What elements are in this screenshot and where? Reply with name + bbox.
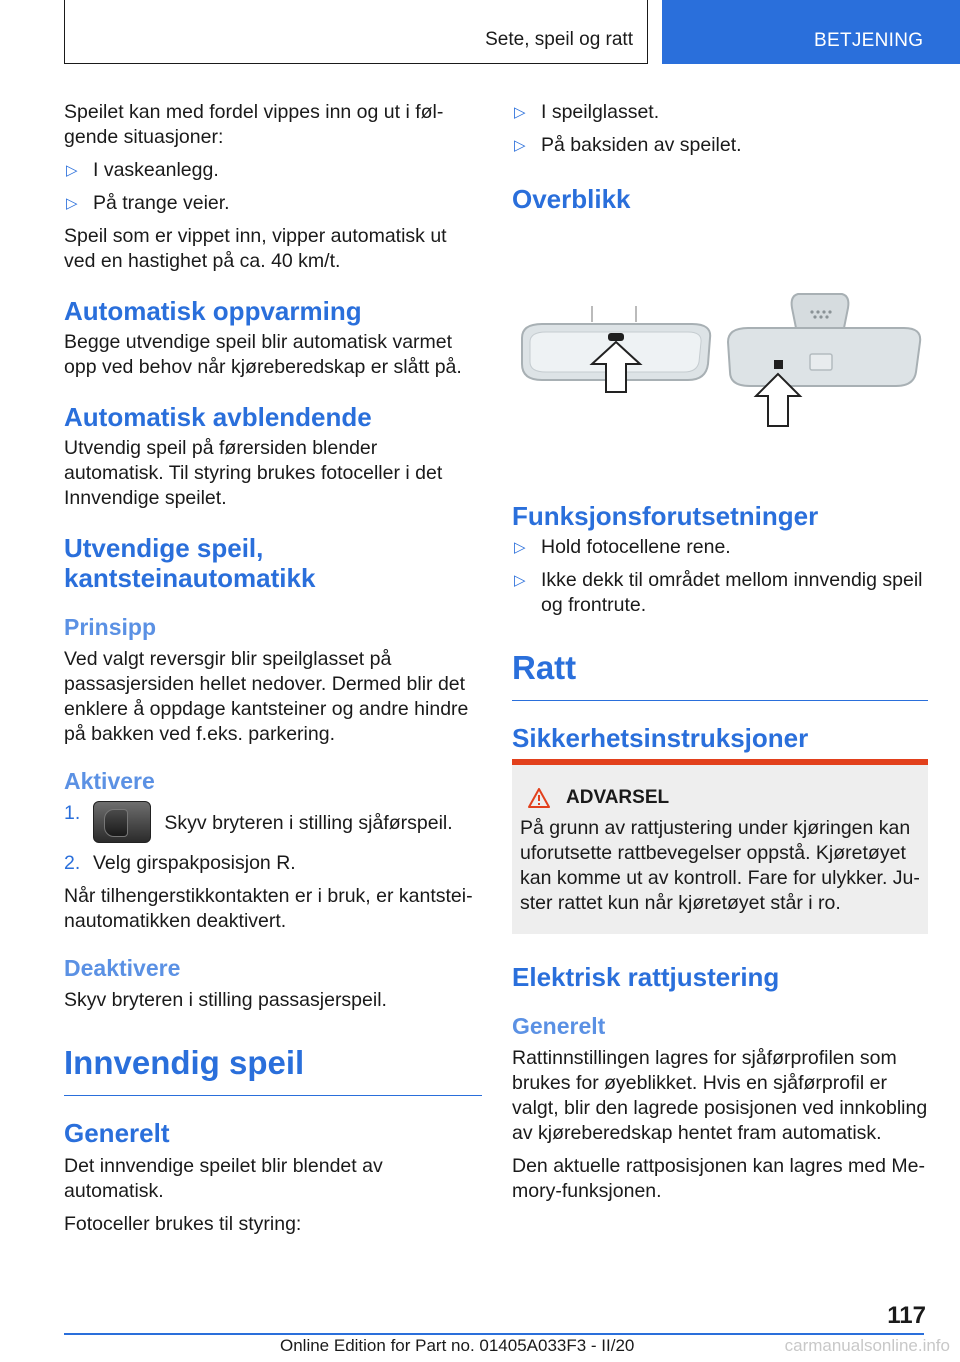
footer-edition: Online Edition for Part no. 01405A033F3 - II/20: [280, 1336, 635, 1355]
header-section-title: Sete, speil og ratt: [485, 29, 633, 50]
triangle-bullet-icon: ▷: [66, 162, 78, 179]
mirror-switch-icon: [93, 801, 151, 843]
triangle-bullet-icon: ▷: [66, 195, 78, 212]
photocell-back-icon: [774, 360, 783, 369]
tilt-paragraph: Speil som er vippet inn, vipper automatisk ut ved en hastighet på ca. 40 km/t.: [64, 225, 447, 272]
safety-heading: Sikkerhetsinstruksjoner: [512, 723, 809, 753]
right-general-heading: Generelt: [512, 1013, 606, 1039]
warning-box: [512, 759, 928, 934]
activate-note: Når tilhengerstikkontakten er i bruk, er kantsteinautomatikken deaktivert.: [64, 885, 473, 932]
deactivate-heading: Deaktivere: [64, 955, 181, 981]
list-item: 1. Skyv bryteren i stilling sjåførspeil.: [64, 801, 482, 843]
function-bullet-list: [512, 535, 928, 618]
heating-paragraph: Begge utvendige speil blir automatisk varmet opp ved behov når kjøreberedskap er slått på.: [64, 331, 462, 378]
footer-brand: carmanualsonline.info: [784, 1336, 950, 1355]
triangle-bullet-icon: ▷: [514, 137, 526, 154]
header-chapter-tab: [662, 0, 960, 64]
intro-bullet-list: [64, 158, 482, 216]
triangle-bullet-icon: ▷: [514, 104, 526, 121]
left-column: [64, 100, 482, 1245]
electric-heading: Elektrisk rattjustering: [512, 962, 780, 992]
rearview-mirror-illustration: [512, 238, 928, 458]
warning-title: ADVARSEL: [520, 785, 920, 810]
function-heading: Funksjonsforutsetninger: [512, 501, 819, 531]
step-number: 1.: [64, 802, 81, 824]
page-number: 117: [887, 1302, 926, 1329]
list-item: 2. Velg girspakposisjon R.: [64, 852, 296, 874]
heating-heading: Automatisk oppvarming: [64, 296, 362, 326]
step-number: 2.: [64, 852, 81, 874]
triangle-bullet-icon: ▷: [514, 572, 526, 589]
intro-paragraph: Speilet kan med fordel vippes inn og ut i følgende situasjoner:: [64, 101, 444, 148]
principle-heading: Prinsipp: [64, 614, 157, 640]
dimming-heading: Automatisk avblendende: [64, 402, 372, 432]
principle-paragraph: Ved valgt reversgir blir speilglasset på passasjersiden hellet nedover. Dermed blir det enklere å oppdage kantsteiner og andre hindre på bakken ved f.eks. parkering.: [64, 648, 469, 745]
deactivate-paragraph: Skyv bryteren i stilling passasjerspeil.: [64, 989, 387, 1011]
right-column: [512, 100, 928, 1212]
general-paragraph: Det innvendige speilet blir blendet av automatisk.: [64, 1155, 383, 1202]
list-item: ▷ Hold fotocellene rene.: [514, 536, 731, 558]
triangle-bullet-icon: ▷: [514, 539, 526, 556]
list-item: ▷ Ikke dekk til området mellom innvendig speil og frontrute.: [514, 569, 923, 616]
list-item: ▷ I vaskeanlegg.: [66, 159, 219, 181]
photocell-front-icon: [608, 333, 624, 341]
warning-triangle-icon: [528, 788, 550, 808]
list-item: ▷ I speilglasset.: [514, 101, 660, 123]
list-item: ▷ På baksiden av speilet.: [514, 134, 742, 156]
header-section-tab: [64, 0, 648, 64]
header-chapter-title: BETJENING: [814, 30, 924, 51]
photo-bullet-list: [512, 100, 928, 158]
activate-heading: Aktivere: [64, 768, 155, 794]
inner-mirror-heading: Innvendig speil: [64, 1043, 482, 1096]
list-item: ▷ På trange veier.: [66, 192, 230, 214]
photo-paragraph: Fotoceller brukes til styring:: [64, 1213, 302, 1235]
wheel-heading: Ratt: [512, 648, 928, 701]
curb-heading: Utvendige speil, kantsteinautomatikk: [64, 533, 316, 593]
memory-paragraph: Den aktuelle rattposisjonen kan lagres med Memory-funksjonen.: [512, 1155, 925, 1202]
footer-divider: [64, 1333, 924, 1335]
dimming-paragraph: Utvendig speil på førersiden blender automatisk. Til styring brukes fotoceller i det Innvendige speilet.: [64, 437, 443, 509]
activate-steps: [64, 801, 482, 876]
general-heading: Generelt: [64, 1118, 170, 1148]
overview-heading: Overblikk: [512, 184, 631, 214]
right-general-paragraph: Rattinnstillingen lagres for sjåførprofilen som brukes for øyeblikket. Hvis en sjåførprofil er valgt, blir den lagrede posisjonen ved innkobling av kjøreberedskap hentet fram automatisk.: [512, 1047, 928, 1144]
warning-text: På grunn av rattjustering under kjøringen kan uforutsette rattbevegelser oppstå. Kjøretøyet kan komme ut av kontroll. Fare for ulykker. Juster rattet kun når kjøretøyet står i ro.: [520, 817, 920, 914]
